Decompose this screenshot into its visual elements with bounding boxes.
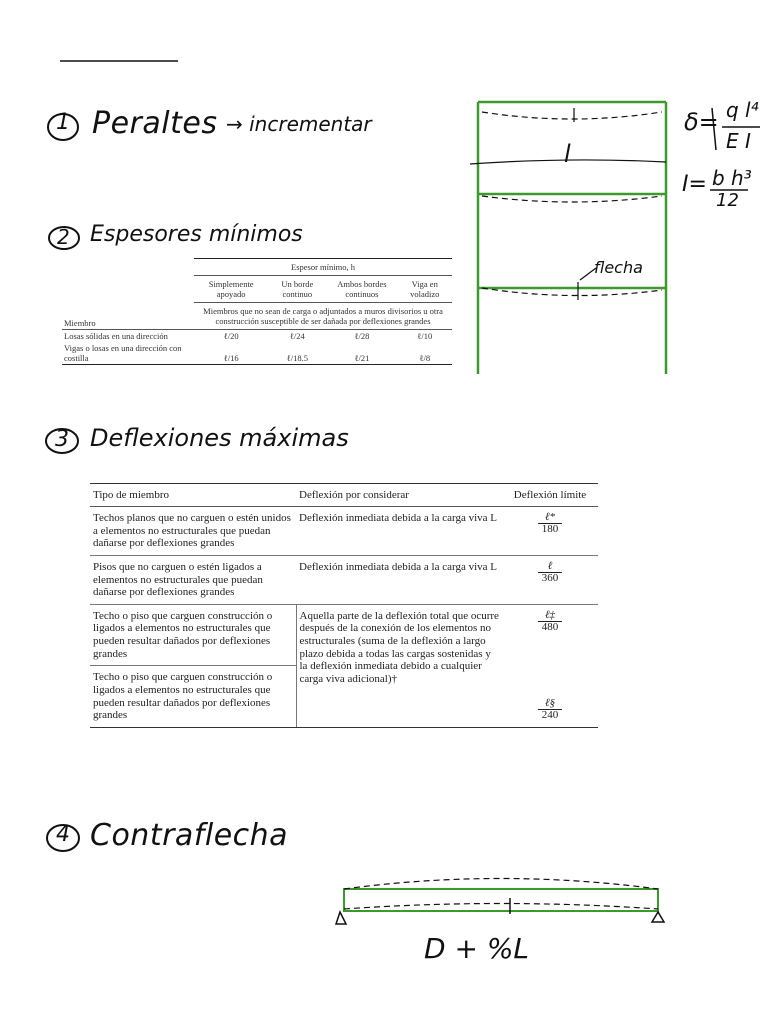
section-4-number: 4 bbox=[56, 822, 70, 847]
cell-value: ℓ/8 bbox=[398, 342, 452, 365]
min-thickness-table bbox=[62, 258, 452, 365]
section-2-title: Espesores mínimos bbox=[90, 222, 303, 247]
row-deflection: Deflexión inmediata debida a la carga viva L bbox=[299, 512, 498, 524]
limit-fraction: $\frac{\text{ℓ§}}{240}$ bbox=[538, 698, 563, 721]
limit-fraction: $\frac{\text{ℓ*}}{180}$ bbox=[538, 512, 563, 535]
section-3-number: 3 bbox=[55, 427, 69, 452]
row-member: Techo o piso que carguen construcción o ligados a elementos no estructurales que pueden resultar dañados por deflexiones grandes bbox=[90, 604, 296, 666]
delta-formula-lhs: δ= bbox=[684, 108, 719, 136]
load-combination: D + %L bbox=[424, 932, 530, 965]
row-deflection: Aquella parte de la deflexión total que ocurre después de la conexión de los elementos no estructurales (suma de la deflexión a largo plazo debida a todas las cargas sostenidas y la deflexión inmediata debido a cualquier carga viva adicional)† bbox=[296, 604, 502, 727]
cell-value: ℓ/28 bbox=[354, 331, 370, 341]
cell-value: ℓ/24 bbox=[289, 331, 305, 341]
row-deflection: Deflexión inmediata debida a la carga viva L bbox=[296, 555, 502, 604]
table-row bbox=[62, 330, 452, 343]
cell-value: ℓ/16 bbox=[194, 342, 268, 365]
table-row bbox=[90, 507, 598, 556]
limit-fraction: $\frac{\text{ℓ}}{360}$ bbox=[538, 561, 563, 584]
row-member: Techos planos que no carguen o estén unidos a elementos no estructurales que puedan dañarse por deflexiones grandes bbox=[93, 512, 291, 550]
beam-deflection-diagram bbox=[478, 102, 666, 374]
row-member: Vigas o losas en una dirección con costilla bbox=[62, 342, 194, 365]
table-row bbox=[62, 342, 452, 365]
cell-value: ℓ/20 bbox=[223, 331, 239, 341]
col-header: Viga en voladizo bbox=[398, 276, 452, 303]
delta-formula-denominator: E I bbox=[726, 129, 751, 153]
section-2-number: 2 bbox=[57, 225, 70, 249]
flecha-label: flecha bbox=[594, 258, 643, 277]
row-member: Losas sólidas en una dirección bbox=[64, 331, 168, 341]
section-1-title: Peraltes bbox=[92, 106, 218, 141]
col-header: Simplemente apoyado bbox=[194, 276, 268, 303]
table-row bbox=[90, 555, 598, 604]
table-note: Miembros que no sean de carga o adjuntados a muros divisorios u otra construcción susceptible de ser dañada por deflexiones grandes bbox=[194, 303, 452, 330]
inertia-formula-denominator: 12 bbox=[716, 190, 739, 211]
section-3-title: Deflexiones máximas bbox=[90, 424, 349, 452]
beam-span-label: l bbox=[564, 140, 571, 168]
col-header: Un borde continuo bbox=[268, 276, 326, 303]
max-deflection-table bbox=[90, 483, 598, 728]
table-row bbox=[90, 604, 598, 666]
col-header: Ambos bordes continuos bbox=[326, 276, 397, 303]
span-header: Espesor mínimo, h bbox=[194, 259, 452, 276]
section-1-note: → incrementar bbox=[226, 112, 372, 136]
cell-value: ℓ/18.5 bbox=[268, 342, 326, 365]
section-1-number: 1 bbox=[56, 110, 70, 135]
row-member: Techo o piso que carguen construcción o ligados a elementos no estructurales que pueden resultar dañados por deflexiones grandes bbox=[90, 666, 296, 728]
inertia-formula-lhs: I= bbox=[682, 172, 707, 197]
row-member: Pisos que no carguen o estén ligados a elementos no estructurales que puedan dañarse por deflexiones grandes bbox=[90, 555, 296, 604]
cell-value: ℓ/10 bbox=[417, 331, 433, 341]
col-header: Deflexión límite bbox=[502, 484, 598, 507]
col-header: Deflexión por considerar bbox=[296, 484, 502, 507]
col-header: Tipo de miembro bbox=[90, 484, 296, 507]
member-header: Miembro bbox=[62, 303, 194, 330]
limit-fraction: $\frac{\text{ℓ‡}}{480}$ bbox=[538, 610, 563, 633]
cell-value: ℓ/21 bbox=[326, 342, 397, 365]
section-4-title: Contraflecha bbox=[90, 818, 289, 853]
inertia-formula-numerator: b h³ bbox=[712, 166, 752, 190]
delta-formula-numerator: q l⁴ bbox=[726, 98, 759, 122]
camber-beam-diagram bbox=[336, 879, 664, 925]
